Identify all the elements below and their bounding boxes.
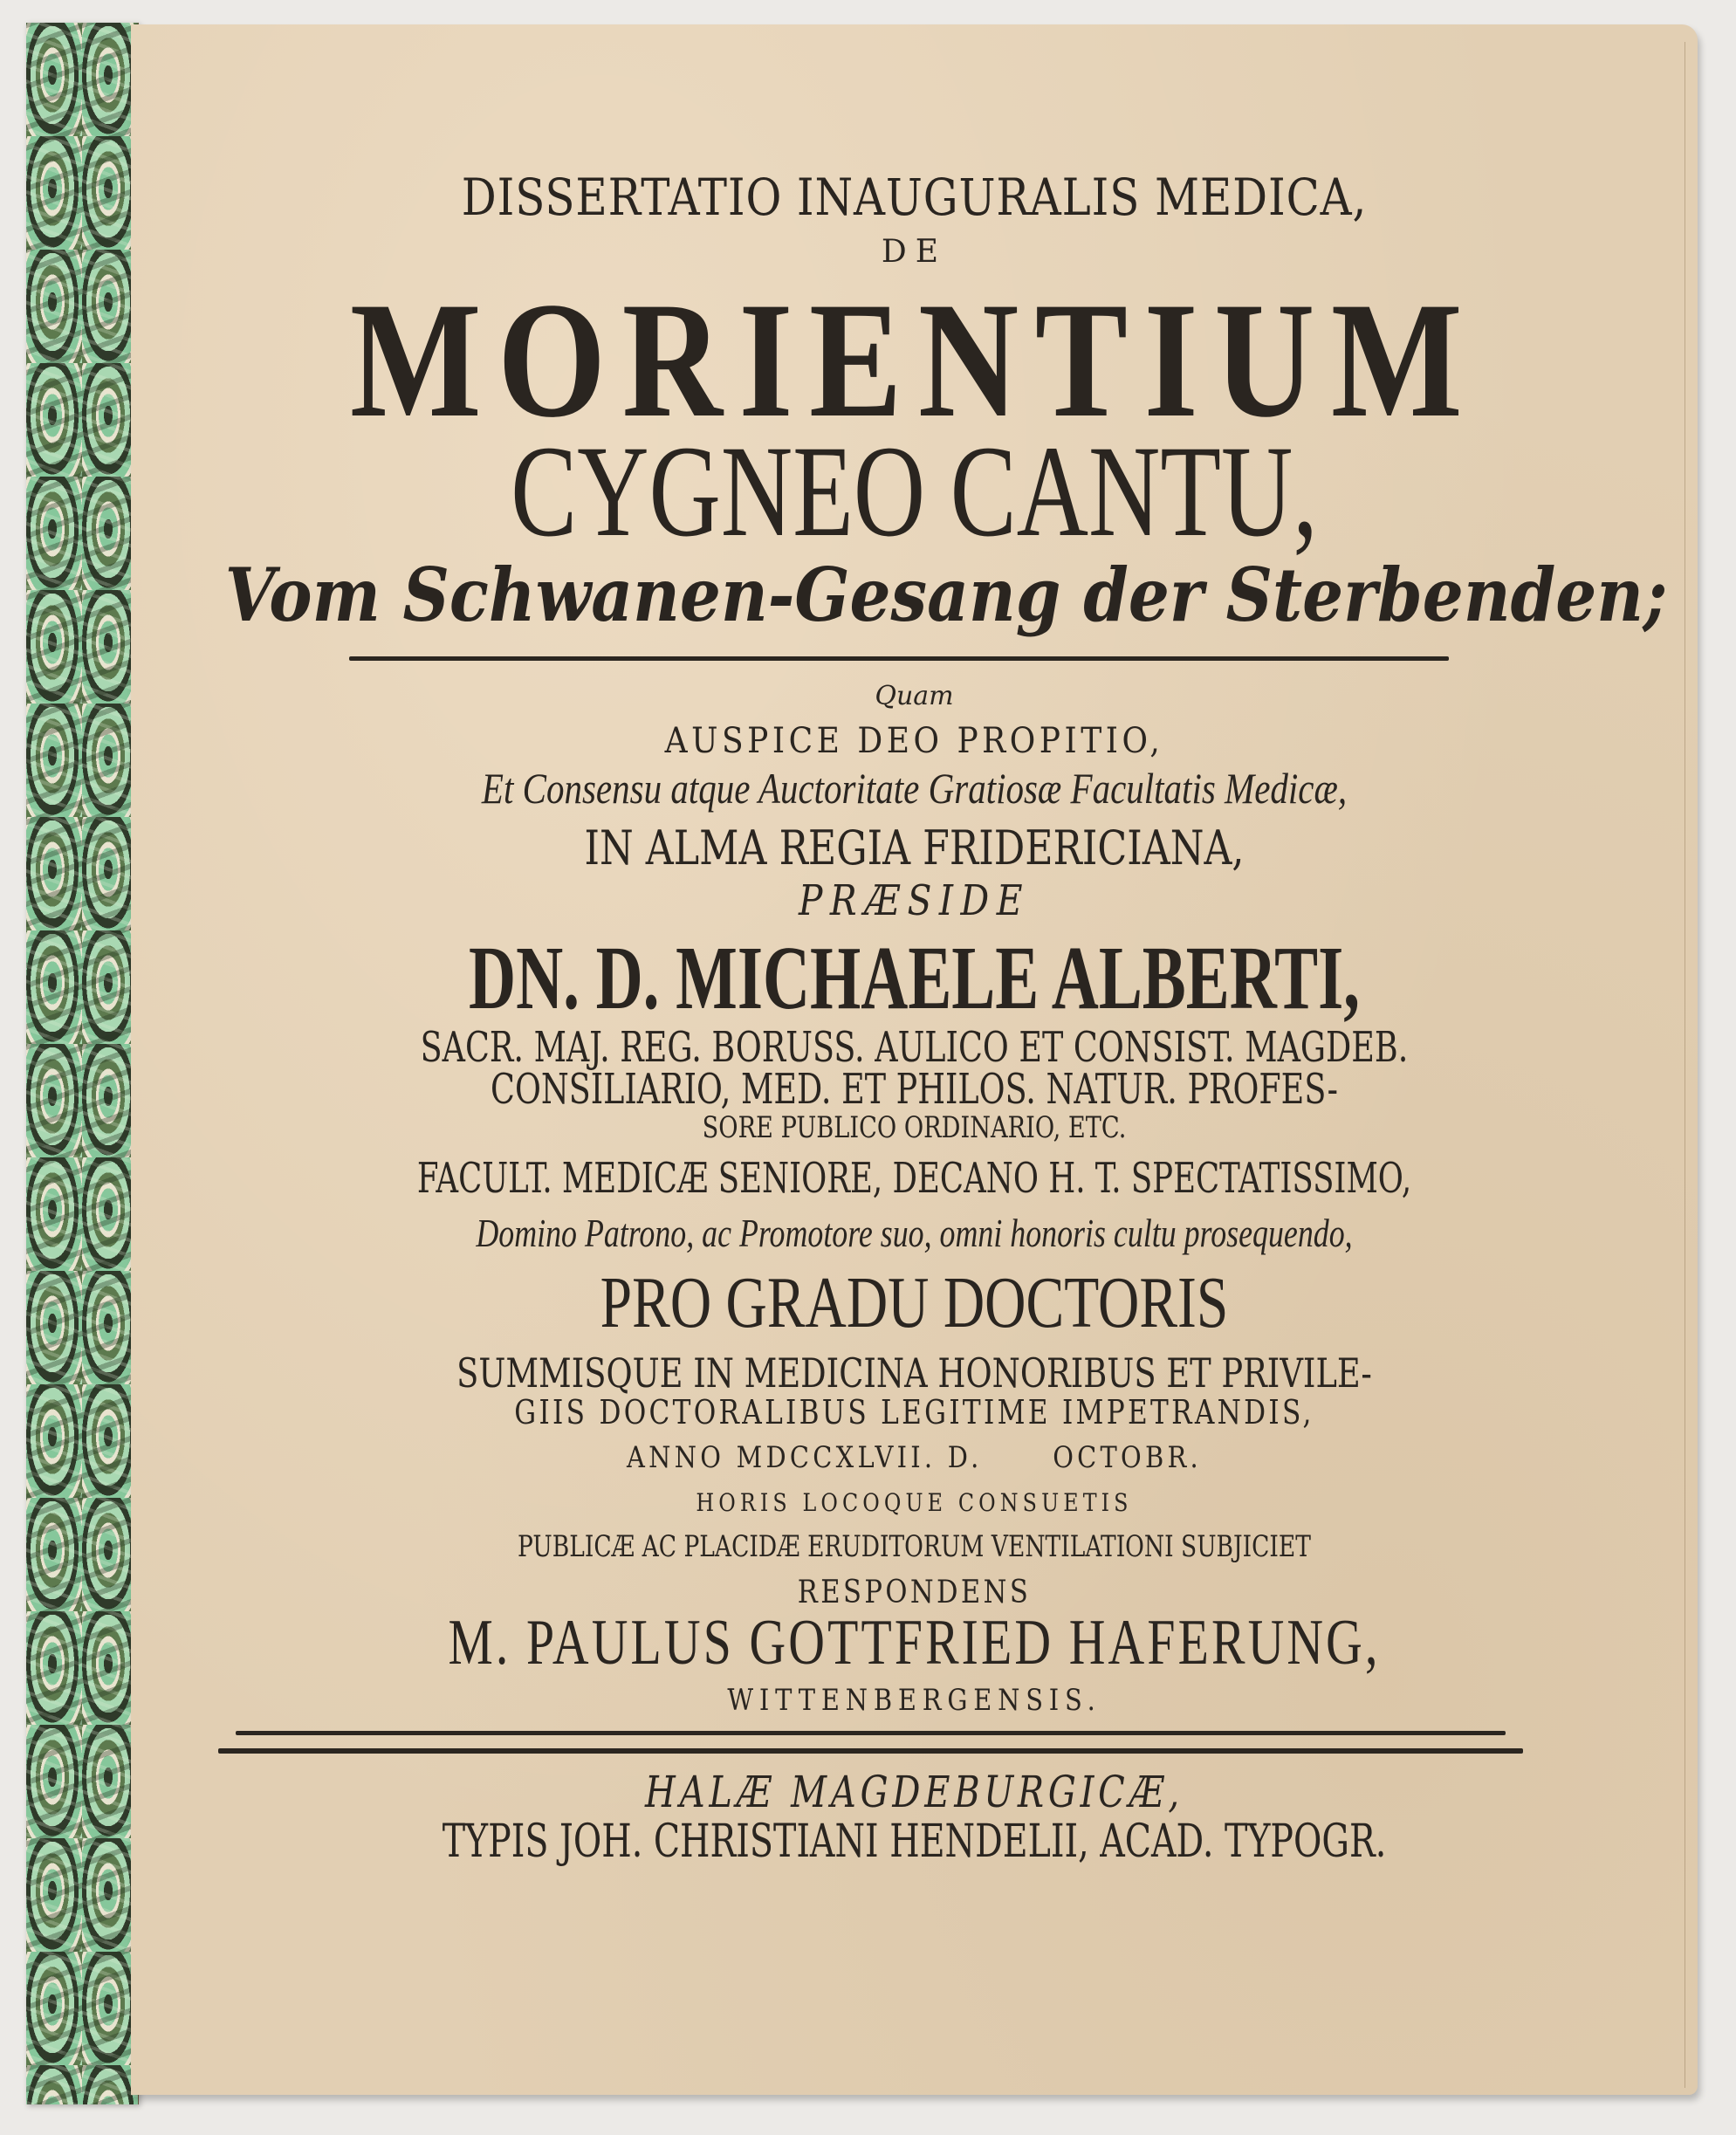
praeses-titles-3: SORE PUBLICO ORDINARIO, ETC. [702, 1110, 1127, 1145]
consensu-line: Et Consensu atque Auctoritate Gratiosæ Facultatis Medicæ, [481, 764, 1348, 813]
marbled-spine [26, 23, 139, 2104]
degree-heading: PRO GRADU DOCTORIS [600, 1262, 1229, 1343]
main-title-second-line: CYGNEO CANTU, [511, 419, 1318, 564]
dedication-line: Domino Patrono, ac Promotore suo, omni honoris cultu prosequendo, [476, 1211, 1353, 1255]
quam-word: Quam [875, 681, 954, 711]
preposition-de: DE [881, 234, 948, 270]
imprint-printer: TYPIS JOH. CHRISTIANI HENDELII, ACAD. TYPOGR. [442, 1816, 1387, 1868]
praeses-titles-4: FACULT. MEDICÆ SENIORE, DECANO H. T. SPECTATISSIMO, [416, 1154, 1412, 1203]
divider-rule [349, 656, 1449, 661]
disputation-line: PUBLICÆ AC PLACIDÆ ERUDITORUM VENTILATIONI SUBJICIET [518, 1529, 1311, 1564]
praeses-titles-2: CONSILIARIO, MED. ET PHILOS. NATUR. PROFES- [491, 1065, 1338, 1114]
german-subtitle: Vom Schwanen-Gesang der Sterbenden; [224, 552, 1668, 638]
honors-line-2: GIIS DOCTORALIBUS LEGITIME IMPETRANDIS, [514, 1393, 1314, 1431]
respondens-label: RESPONDENS [797, 1575, 1032, 1610]
imprint-place: HALÆ MAGDEBURGICÆ, [645, 1767, 1184, 1817]
university-line: IN ALMA REGIA FRIDERICIANA, [584, 820, 1245, 875]
respondent-name: M. PAULUS GOTTFRIED HAFERUNG, [448, 1607, 1381, 1678]
auspice-line: AUSPICE DEO PROPITIO, [664, 721, 1164, 761]
date-line: ANNO MDCCXLVII. D. OCTOBR. [627, 1440, 1202, 1475]
honors-line-1: SUMMISQUE IN MEDICINA HONORIBUS ET PRIVILE- [456, 1349, 1372, 1397]
praeses-name: DN. D. MICHAELE ALBERTI, [469, 928, 1360, 1028]
dissertation-type-heading: DISSERTATIO INAUGURALIS MEDICA, [461, 168, 1368, 227]
double-rule-top [236, 1731, 1506, 1735]
praeside-label: PRÆSIDE [798, 876, 1031, 925]
respondent-origin: WITTENBERGENSIS. [727, 1683, 1101, 1718]
praeses-titles-1: SACR. MAJ. REG. BORUSS. AULICO ET CONSIST. MAGDEB. [420, 1023, 1409, 1072]
main-title: MORIENTIUM [349, 269, 1479, 452]
double-rule-bottom [218, 1748, 1523, 1754]
place-time-line: HORIS LOCOQUE CONSUETIS [696, 1488, 1133, 1517]
marbled-pattern [26, 23, 138, 2104]
